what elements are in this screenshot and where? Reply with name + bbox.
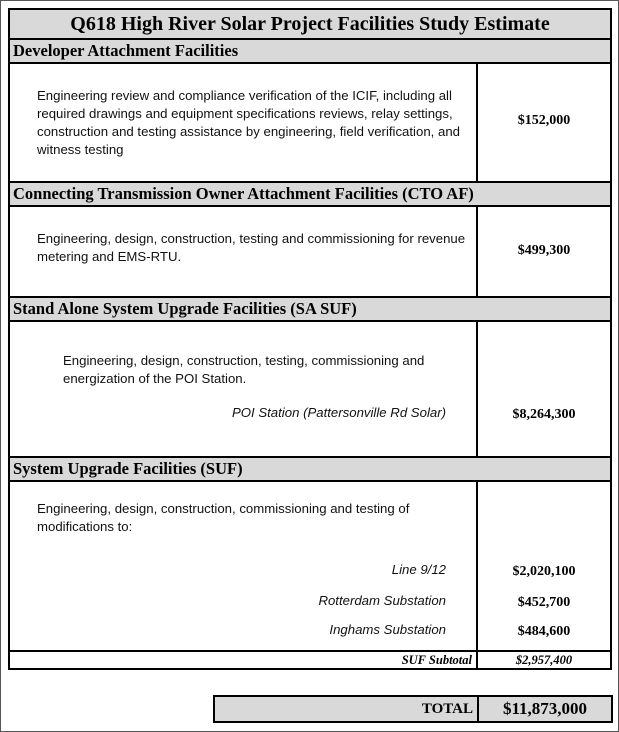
daf-description: Engineering review and compliance verification of the ICIF, including all required drawings and equipment specifications reviews, relay settings, construction and testing assistance by engineering, field verification, and witness testing (37, 88, 460, 157)
total-row (213, 695, 613, 723)
suf-item-amount: $484,600 (517, 624, 571, 639)
daf-amount: $152,000 (517, 113, 571, 128)
suf-subtotal-row (10, 652, 610, 670)
cto-amount: $499,300 (517, 243, 571, 258)
section-header-suf: System Upgrade Facilities (SUF) (10, 458, 610, 482)
section-row-suf (10, 482, 610, 652)
sasuf-description: Engineering, design, construction, testing, commissioning and energization of the POI Station. (63, 353, 425, 386)
suf-item-label: Inghams Substation (329, 622, 446, 637)
section-row-daf (10, 64, 610, 183)
section-row-cto (10, 207, 610, 298)
sasuf-description-cell (10, 322, 478, 456)
sasuf-amount-cell (478, 322, 610, 456)
daf-description-cell (10, 64, 478, 181)
section-row-sasuf (10, 322, 610, 458)
estimate-table (8, 8, 612, 670)
suf-description: Engineering, design, construction, commissioning and testing of modifications to: (37, 501, 410, 534)
total-label: TOTAL (215, 697, 479, 721)
suf-item-amount: $452,700 (517, 595, 571, 610)
suf-item-amount: $2,020,100 (512, 564, 576, 579)
table-title: Q618 High River Solar Project Facilities Study Estimate (10, 10, 610, 40)
suf-description-cell (10, 482, 478, 650)
sasuf-amount: $8,264,300 (512, 407, 576, 422)
total-amount: $11,873,000 (502, 699, 588, 718)
suf-item-label: Line 9/12 (391, 562, 446, 577)
suf-subtotal-label: SUF Subtotal (10, 652, 478, 668)
suf-item-label: Rotterdam Substation (318, 593, 446, 608)
section-header-daf: Developer Attachment Facilities (10, 40, 610, 64)
section-header-sasuf: Stand Alone System Upgrade Facilities (SA SUF) (10, 298, 610, 322)
suf-amount-cell (478, 482, 610, 650)
section-header-cto: Connecting Transmission Owner Attachment Facilities (CTO AF) (10, 183, 610, 207)
daf-amount-cell (478, 64, 610, 181)
cto-description-cell (10, 207, 478, 296)
suf-subtotal-amount: $2,957,400 (515, 653, 573, 667)
sasuf-item-label: POI Station (Pattersonville Rd Solar) (231, 405, 446, 420)
cto-description: Engineering, design, construction, testing and commissioning for revenue metering and EMS-RTU. (37, 231, 466, 264)
cto-amount-cell (478, 207, 610, 296)
